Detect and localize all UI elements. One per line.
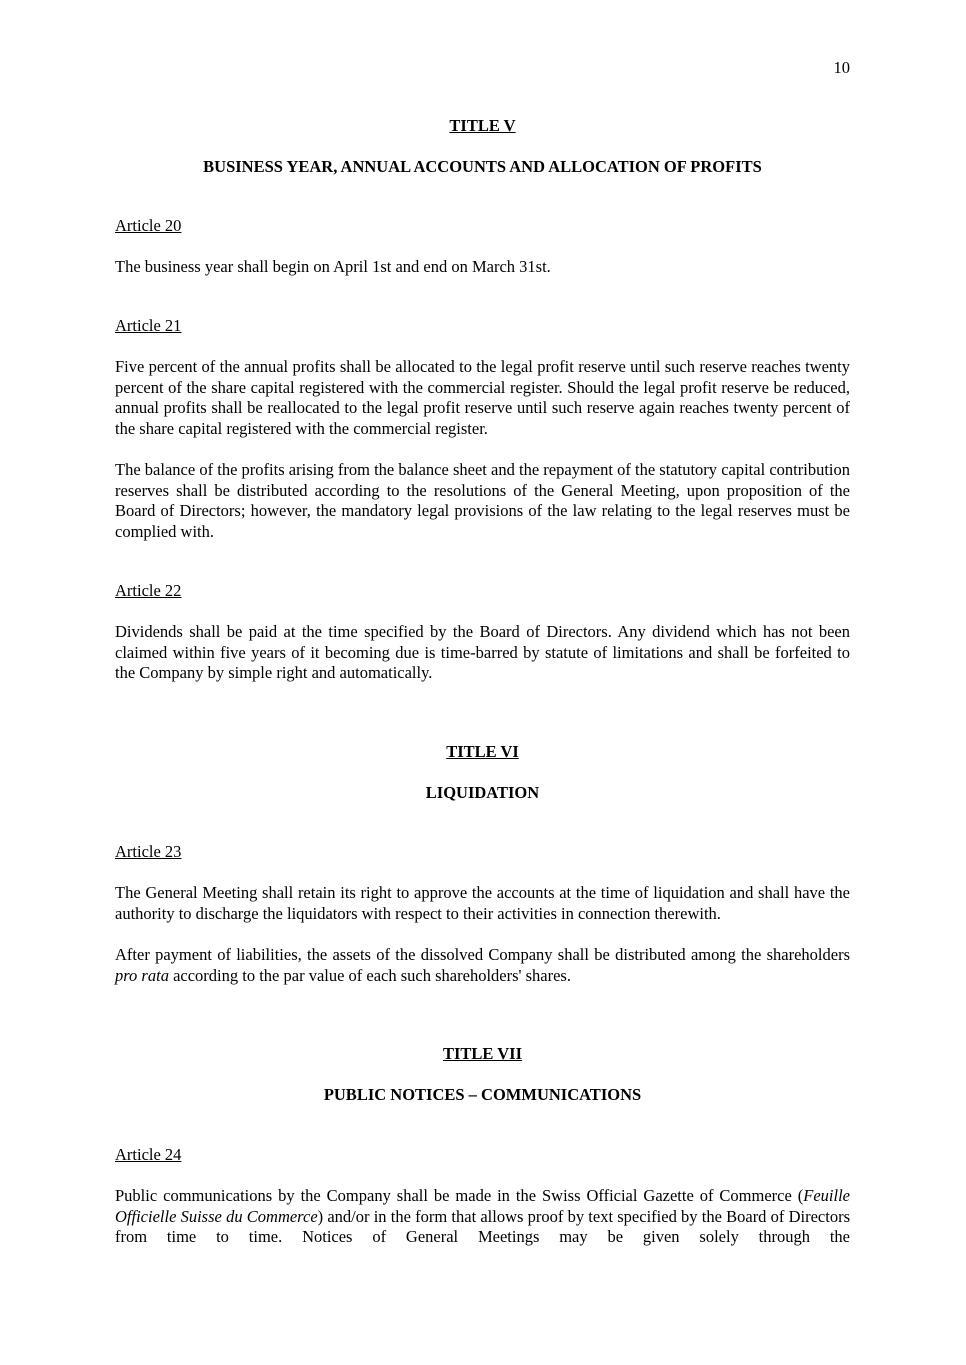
title-vii-subheading: PUBLIC NOTICES – COMMUNICATIONS (323, 1085, 642, 1104)
title-vi-heading: TITLE VI (446, 742, 519, 761)
article-23-paragraph-2: After payment of liabilities, the assets of the dissolved Company shall be distributed among the shareholders pro rata according to the par value of each such shareholders' shares. (115, 945, 850, 985)
title-v-heading: TITLE V (449, 116, 516, 135)
article-22-paragraph: Dividends shall be paid at the time specified by the Board of Directors. Any dividend which has not been claimed within five years of it becoming due is time-barred by statute of limitations and shall be forfeited to the Company by simple right and automatically. (115, 622, 850, 682)
article-22-label: Article 22 (115, 581, 182, 600)
article-20-label: Article 20 (115, 216, 182, 235)
gazette-french-name-italic: Feuille Officielle Suisse du Commerce (115, 1186, 850, 1226)
title-vii-heading: TITLE VII (442, 1044, 523, 1063)
article-21-paragraph-1: Five percent of the annual profits shall be allocated to the legal profit reserve until such reserve reaches twenty percent of the share capital registered with the commercial register. Should the legal profit reserve be reduced, annual profits shall be reallocated to the legal profit reserve until such reserve again reaches twenty percent of the share capital registered with the commercial register. (115, 357, 850, 438)
article-24-paragraph: Public communications by the Company shall be made in the Swiss Official Gazette of Commerce (Feuille Officielle Suisse du Commerce) and/or in the form that allows proof by text specified by the Board of Directors from time to time. Notices of General Meetings may be given solely through the (115, 1186, 850, 1246)
article-23-label: Article 23 (115, 842, 182, 861)
article-20-paragraph: The business year shall begin on April 1st and end on March 31st. (115, 257, 551, 276)
title-v-subheading: BUSINESS YEAR, ANNUAL ACCOUNTS AND ALLOCATION OF PROFITS (203, 157, 762, 176)
article-24-label: Article 24 (115, 1145, 182, 1164)
article-21-label: Article 21 (115, 316, 182, 335)
article-23-paragraph-1: The General Meeting shall retain its right to approve the accounts at the time of liquidation and shall have the authority to discharge the liquidators with respect to their activities in connection therewith. (115, 883, 850, 923)
pro-rata-italic: pro rata (115, 965, 169, 985)
article-21-paragraph-2: The balance of the profits arising from the balance sheet and the repayment of the statutory capital contribution reserves shall be distributed according to the resolutions of the General Meeting, upon proposition of the Board of Directors; however, the mandatory legal provisions of the law relating to the legal reserves must be complied with. (115, 460, 850, 541)
page-number: 10 (833, 58, 850, 77)
title-vi-subheading: LIQUIDATION (425, 783, 540, 802)
